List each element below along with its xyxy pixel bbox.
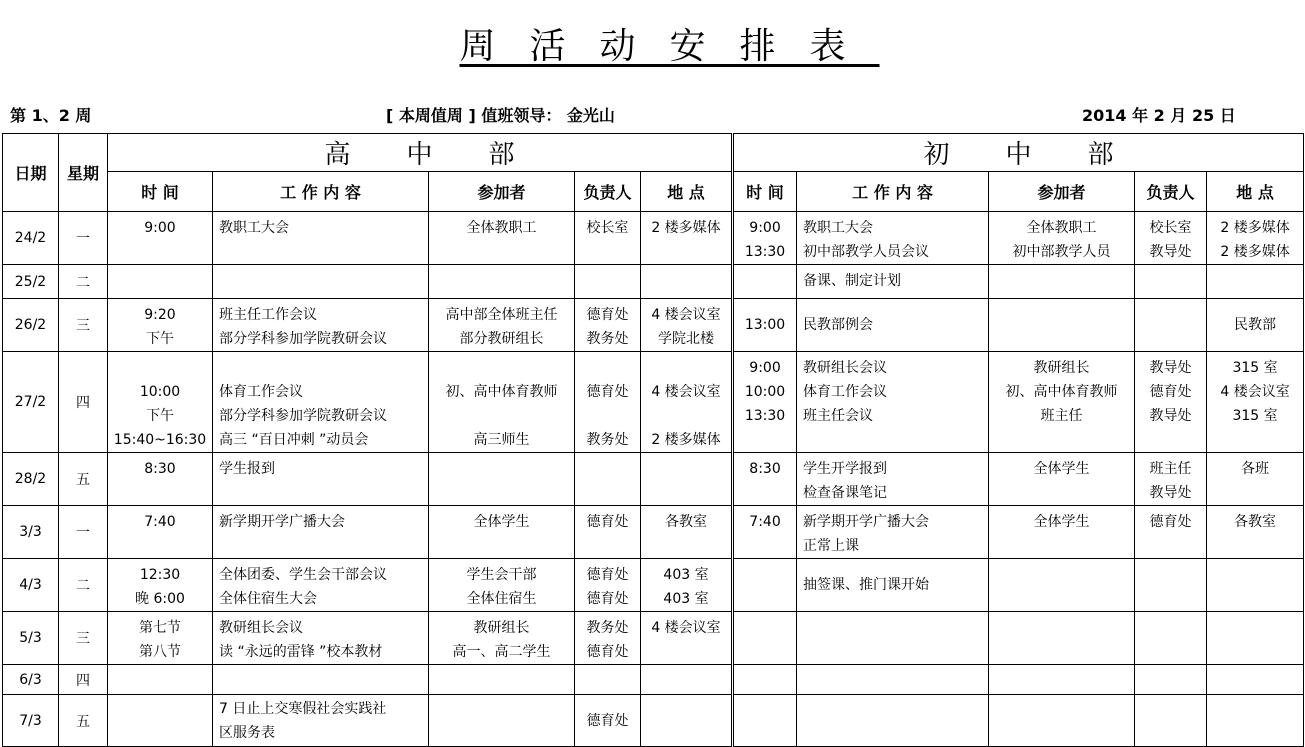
senior-time-cell (108, 612, 213, 665)
senior-responsible-cell (575, 265, 641, 299)
date-cell: 24/2 (3, 212, 59, 265)
junior-location-line: 2 楼多媒体 (1220, 220, 1290, 236)
senior-content-cell (213, 352, 429, 453)
senior-content-line: 部分学科参加学院教研会议 (219, 331, 387, 347)
senior-responsible-cell (575, 665, 641, 695)
senior-content-cell (213, 265, 429, 299)
senior-responsible-line: 德育处 (586, 567, 629, 583)
senior-time-line: 12:30 (139, 567, 181, 583)
weekday-cell: 三 (59, 612, 108, 665)
senior-time-line: 第七节 (139, 620, 181, 636)
senior-participants-line: 高中部全体班主任 (445, 307, 558, 323)
table-row (3, 612, 1304, 665)
weekday-cell: 四 (59, 665, 108, 695)
junior-location-cell (1207, 265, 1304, 299)
senior-time-line: 10:00 (139, 384, 181, 400)
senior-participants-line: 教研组长 (473, 620, 530, 636)
junior-participants-line: 全体学生 (1033, 461, 1090, 477)
junior-content-cell (797, 212, 989, 265)
senior-content-line: 新学期开学广播大会 (219, 514, 345, 530)
junior-content-line: 学生开学报到 (803, 461, 888, 477)
senior-time-line: 下午 (146, 408, 174, 424)
senior-responsible-cell (575, 612, 641, 665)
weekday-cell: 五 (59, 695, 108, 747)
senior-participants-cell (429, 695, 575, 747)
junior-participants-cell (989, 612, 1135, 665)
senior-participants-line: 全体教职工 (466, 220, 537, 236)
junior-time-cell (733, 265, 797, 299)
junior-responsible-line: 教导处 (1149, 408, 1192, 424)
senior-participants-line: 初、高中体育教师 (445, 384, 558, 400)
senior-location-cell (641, 506, 733, 559)
senior-participants-cell (429, 212, 575, 265)
senior-responsible-cell (575, 299, 641, 352)
junior-content-cell (797, 665, 989, 695)
senior-location-cell (641, 299, 733, 352)
senior-responsible-cell (575, 559, 641, 612)
junior-time-line: 13:30 (744, 244, 786, 260)
weekday-cell: 四 (59, 352, 108, 453)
senior-participants-line: 高一、高二学生 (452, 644, 551, 660)
junior-responsible-cell (1135, 612, 1207, 665)
junior-time-line: 10:00 (744, 384, 786, 400)
junior-location-cell (1207, 665, 1304, 695)
senior-time-line: 7:40 (144, 514, 176, 530)
senior-time-line: 15:40~16:30 (113, 432, 207, 448)
senior-participants-line: 高三师生 (473, 432, 530, 448)
junior-responsible-line: 教导处 (1149, 244, 1192, 260)
senior-location-header: 地 点 (641, 172, 733, 212)
date-header: 日期 (3, 134, 59, 212)
date-cell: 6/3 (3, 665, 59, 695)
senior-time-cell (108, 352, 213, 453)
table-row (3, 559, 1304, 612)
senior-location-cell (641, 612, 733, 665)
duty-leader: [ 本周值周 ] 值班领导： 金光山 (386, 106, 615, 125)
junior-location-line: 315 室 (1232, 360, 1278, 376)
junior-participants-cell (989, 695, 1135, 747)
senior-content-line: 全体住宿生大会 (219, 591, 317, 607)
date-cell: 5/3 (3, 612, 59, 665)
junior-content-cell (797, 265, 989, 299)
weekday-cell: 一 (59, 506, 108, 559)
senior-location-line: 4 楼会议室 (651, 620, 721, 636)
weekday-cell: 二 (59, 559, 108, 612)
senior-participants-cell (429, 559, 575, 612)
junior-time-cell (733, 352, 797, 453)
junior-participants-cell (989, 212, 1135, 265)
junior-participants-cell (989, 453, 1135, 506)
junior-responsible-line: 教导处 (1149, 485, 1192, 501)
senior-location-line: 各教室 (665, 514, 708, 530)
junior-responsible-line: 校长室 (1149, 220, 1192, 236)
senior-responsible-line: 德育处 (586, 514, 629, 530)
senior-responsible-cell (575, 352, 641, 453)
junior-participants-cell (989, 352, 1135, 453)
junior-participants-header: 参加者 (989, 172, 1135, 212)
senior-location-cell (641, 352, 733, 453)
senior-participants-line (429, 404, 574, 428)
table-row (3, 212, 1304, 265)
senior-content-line: 教职工大会 (219, 220, 289, 236)
senior-time-cell (108, 299, 213, 352)
senior-participants-line: 全体学生 (473, 514, 530, 530)
junior-content-line: 正常上课 (803, 538, 860, 554)
date-cell: 25/2 (3, 265, 59, 299)
senior-location-line (641, 404, 731, 428)
weekday-cell: 一 (59, 212, 108, 265)
junior-content-line: 初中部教学人员会议 (803, 244, 930, 260)
senior-time-line: 9:20 (144, 307, 176, 323)
junior-content-line: 体育工作会议 (803, 384, 888, 400)
junior-time-line: 7:40 (749, 514, 781, 530)
junior-time-cell (733, 506, 797, 559)
senior-participants-cell (429, 612, 575, 665)
senior-responsible-cell (575, 506, 641, 559)
senior-content-line: 体育工作会议 (219, 384, 303, 400)
junior-participants-line: 全体学生 (1033, 514, 1090, 530)
junior-time-line: 9:00 (749, 360, 781, 376)
senior-location-line (641, 356, 731, 380)
senior-content-line (219, 356, 428, 380)
junior-location-line: 315 室 (1232, 408, 1278, 424)
junior-responsible-cell (1135, 212, 1207, 265)
senior-location-line: 2 楼多媒体 (651, 220, 721, 236)
junior-responsible-cell (1135, 453, 1207, 506)
date-cell: 7/3 (3, 695, 59, 747)
junior-content-line: 教研组长会议 (803, 360, 888, 376)
senior-participants-cell (429, 299, 575, 352)
junior-responsible-header: 负责人 (1135, 172, 1207, 212)
junior-content-cell (797, 612, 989, 665)
senior-content-header: 工 作 内 容 (213, 172, 429, 212)
senior-responsible-line: 德育处 (586, 384, 629, 400)
senior-content-cell (213, 506, 429, 559)
junior-time-line: 9:00 (749, 220, 781, 236)
table-row (3, 352, 1304, 453)
weekday-cell: 二 (59, 265, 108, 299)
senior-content-line: 高三 “百日冲刺 ”动员会 (219, 432, 369, 448)
senior-time-cell (108, 212, 213, 265)
date-cell: 3/3 (3, 506, 59, 559)
junior-responsible-cell (1135, 559, 1207, 612)
junior-time-line: 13:00 (744, 317, 786, 333)
junior-participants-cell (989, 506, 1135, 559)
senior-responsible-line: 德育处 (586, 644, 629, 660)
senior-content-line: 7 日止上交寒假社会实践社 (219, 700, 387, 717)
senior-time-cell (108, 695, 213, 747)
senior-responsible-line: 教务处 (586, 620, 629, 636)
junior-content-line: 抽签课、推门课开始 (803, 577, 930, 593)
weekday-cell: 五 (59, 453, 108, 506)
senior-content-line: 区服务表 (219, 724, 275, 741)
senior-responsible-line: 德育处 (586, 307, 629, 323)
junior-responsible-cell (1135, 665, 1207, 695)
senior-time-line (108, 356, 212, 380)
junior-responsible-cell (1135, 299, 1207, 352)
senior-time-line: 下午 (146, 331, 174, 347)
junior-participants-line: 全体教职工 (1026, 220, 1097, 236)
junior-content-line: 民教部例会 (803, 317, 874, 333)
senior-responsible-cell (575, 212, 641, 265)
senior-location-line: 4 楼会议室 (651, 384, 721, 400)
senior-time-line: 第八节 (139, 644, 181, 660)
date-cell: 26/2 (3, 299, 59, 352)
senior-responsible-line: 教务处 (586, 432, 629, 448)
senior-location-cell (641, 265, 733, 299)
junior-content-header: 工 作 内 容 (797, 172, 989, 212)
junior-location-cell (1207, 612, 1304, 665)
senior-location-cell (641, 665, 733, 695)
senior-content-line: 教研组长会议 (219, 620, 303, 636)
junior-participants-cell (989, 665, 1135, 695)
junior-content-line: 备课、制定计划 (803, 273, 902, 289)
senior-responsible-header: 负责人 (575, 172, 641, 212)
junior-time-cell (733, 695, 797, 747)
senior-location-line: 4 楼会议室 (651, 307, 721, 323)
table-row (3, 506, 1304, 559)
junior-responsible-cell (1135, 506, 1207, 559)
senior-location-cell (641, 212, 733, 265)
junior-responsible-line: 德育处 (1149, 384, 1192, 400)
junior-responsible-cell (1135, 352, 1207, 453)
junior-participants-line: 教研组长 (1033, 360, 1090, 376)
junior-content-line: 班主任会议 (803, 408, 874, 424)
junior-responsible-cell (1135, 265, 1207, 299)
junior-time-cell (733, 453, 797, 506)
junior-content-cell (797, 506, 989, 559)
senior-responsible-cell (575, 695, 641, 747)
date-cell: 4/3 (3, 559, 59, 612)
issue-date: 2014 年 2 月 25 日 (1082, 106, 1236, 125)
junior-content-cell (797, 299, 989, 352)
junior-section-header: 初中部 (733, 134, 1304, 172)
junior-location-cell (1207, 695, 1304, 747)
senior-location-line: 学院北楼 (658, 331, 715, 347)
junior-participants-cell (989, 299, 1135, 352)
senior-time-cell (108, 265, 213, 299)
senior-responsible-line: 德育处 (586, 591, 629, 607)
junior-content-line: 检查备课笔记 (803, 485, 888, 501)
table-row (3, 665, 1304, 695)
date-cell: 28/2 (3, 453, 59, 506)
senior-content-line: 班主任工作会议 (219, 307, 317, 323)
senior-content-cell (213, 559, 429, 612)
junior-time-cell (733, 299, 797, 352)
junior-time-line: 13:30 (744, 408, 786, 424)
junior-time-cell (733, 212, 797, 265)
junior-participants-line: 班主任 (1040, 408, 1083, 424)
senior-participants-line: 全体住宿生 (466, 591, 537, 607)
senior-participants-cell (429, 352, 575, 453)
junior-location-cell (1207, 352, 1304, 453)
junior-content-cell (797, 453, 989, 506)
senior-content-cell (213, 299, 429, 352)
senior-content-cell (213, 665, 429, 695)
table-row (3, 695, 1304, 747)
junior-location-line: 各教室 (1234, 514, 1277, 530)
senior-responsible-cell (575, 453, 641, 506)
senior-location-cell (641, 453, 733, 506)
senior-content-line: 部分学科参加学院教研会议 (219, 408, 387, 424)
senior-location-cell (641, 559, 733, 612)
senior-responsible-line: 校长室 (586, 220, 629, 236)
junior-content-line: 教职工大会 (803, 220, 874, 236)
senior-location-line: 403 室 (663, 591, 709, 607)
senior-participants-cell (429, 665, 575, 695)
senior-participants-header: 参加者 (429, 172, 575, 212)
senior-participants-line: 部分教研组长 (459, 331, 544, 347)
junior-participants-line: 初中部教学人员 (1012, 244, 1111, 260)
junior-responsible-line: 班主任 (1149, 461, 1192, 477)
junior-time-header: 时 间 (733, 172, 797, 212)
junior-responsible-line: 德育处 (1149, 514, 1192, 530)
junior-content-line: 新学期开学广播大会 (803, 514, 930, 530)
senior-time-line: 8:30 (144, 461, 176, 477)
senior-participants-line (429, 356, 574, 380)
junior-location-cell (1207, 299, 1304, 352)
senior-responsible-line: 德育处 (586, 712, 629, 729)
junior-location-cell (1207, 212, 1304, 265)
junior-content-cell (797, 695, 989, 747)
junior-location-header: 地 点 (1207, 172, 1304, 212)
senior-participants-cell (429, 506, 575, 559)
senior-responsible-line: 教务处 (586, 331, 629, 347)
senior-time-header: 时 间 (108, 172, 213, 212)
senior-location-line: 2 楼多媒体 (651, 432, 721, 448)
junior-location-line: 民教部 (1234, 317, 1277, 333)
table-row (3, 265, 1304, 299)
senior-time-cell (108, 506, 213, 559)
senior-location-cell (641, 695, 733, 747)
weekday-cell: 三 (59, 299, 108, 352)
senior-content-cell (213, 612, 429, 665)
junior-participants-line: 初、高中体育教师 (1005, 384, 1118, 400)
junior-participants-cell (989, 265, 1135, 299)
junior-location-cell (1207, 506, 1304, 559)
senior-section-header: 高中部 (108, 134, 733, 172)
junior-time-cell (733, 665, 797, 695)
senior-responsible-line (575, 404, 640, 428)
senior-time-line: 9:00 (144, 220, 176, 236)
junior-time-cell (733, 559, 797, 612)
week-label: 第 1、2 周 (10, 106, 92, 125)
senior-participants-cell (429, 265, 575, 299)
senior-time-cell (108, 665, 213, 695)
junior-participants-cell (989, 559, 1135, 612)
junior-responsible-cell (1135, 695, 1207, 747)
junior-location-cell (1207, 453, 1304, 506)
senior-participants-line: 学生会干部 (466, 567, 537, 583)
weekday-header: 星期 (59, 134, 108, 212)
junior-location-cell (1207, 559, 1304, 612)
junior-location-line: 2 楼多媒体 (1220, 244, 1290, 260)
senior-content-line: 学生报到 (219, 461, 275, 477)
senior-content-cell (213, 453, 429, 506)
date-cell: 27/2 (3, 352, 59, 453)
junior-responsible-line: 教导处 (1149, 360, 1192, 376)
senior-content-line: 全体团委、学生会干部会议 (219, 567, 387, 583)
senior-participants-cell (429, 453, 575, 506)
senior-time-line: 晚 6:00 (135, 591, 185, 607)
senior-location-line: 403 室 (663, 567, 709, 583)
senior-content-line: 读 “永远的雷锋 ”校本教材 (219, 644, 383, 660)
junior-content-cell (797, 559, 989, 612)
senior-responsible-line (575, 356, 640, 380)
junior-location-line: 4 楼会议室 (1220, 384, 1290, 400)
table-row (3, 453, 1304, 506)
senior-content-cell (213, 212, 429, 265)
senior-time-cell (108, 453, 213, 506)
junior-content-cell (797, 352, 989, 453)
senior-content-cell (213, 695, 429, 747)
page-title: 周活动安排表 (459, 26, 880, 67)
schedule-table (2, 133, 1304, 747)
table-row (3, 299, 1304, 352)
senior-time-cell (108, 559, 213, 612)
junior-time-line: 8:30 (749, 461, 781, 477)
junior-time-cell (733, 612, 797, 665)
junior-location-line: 各班 (1241, 461, 1270, 477)
